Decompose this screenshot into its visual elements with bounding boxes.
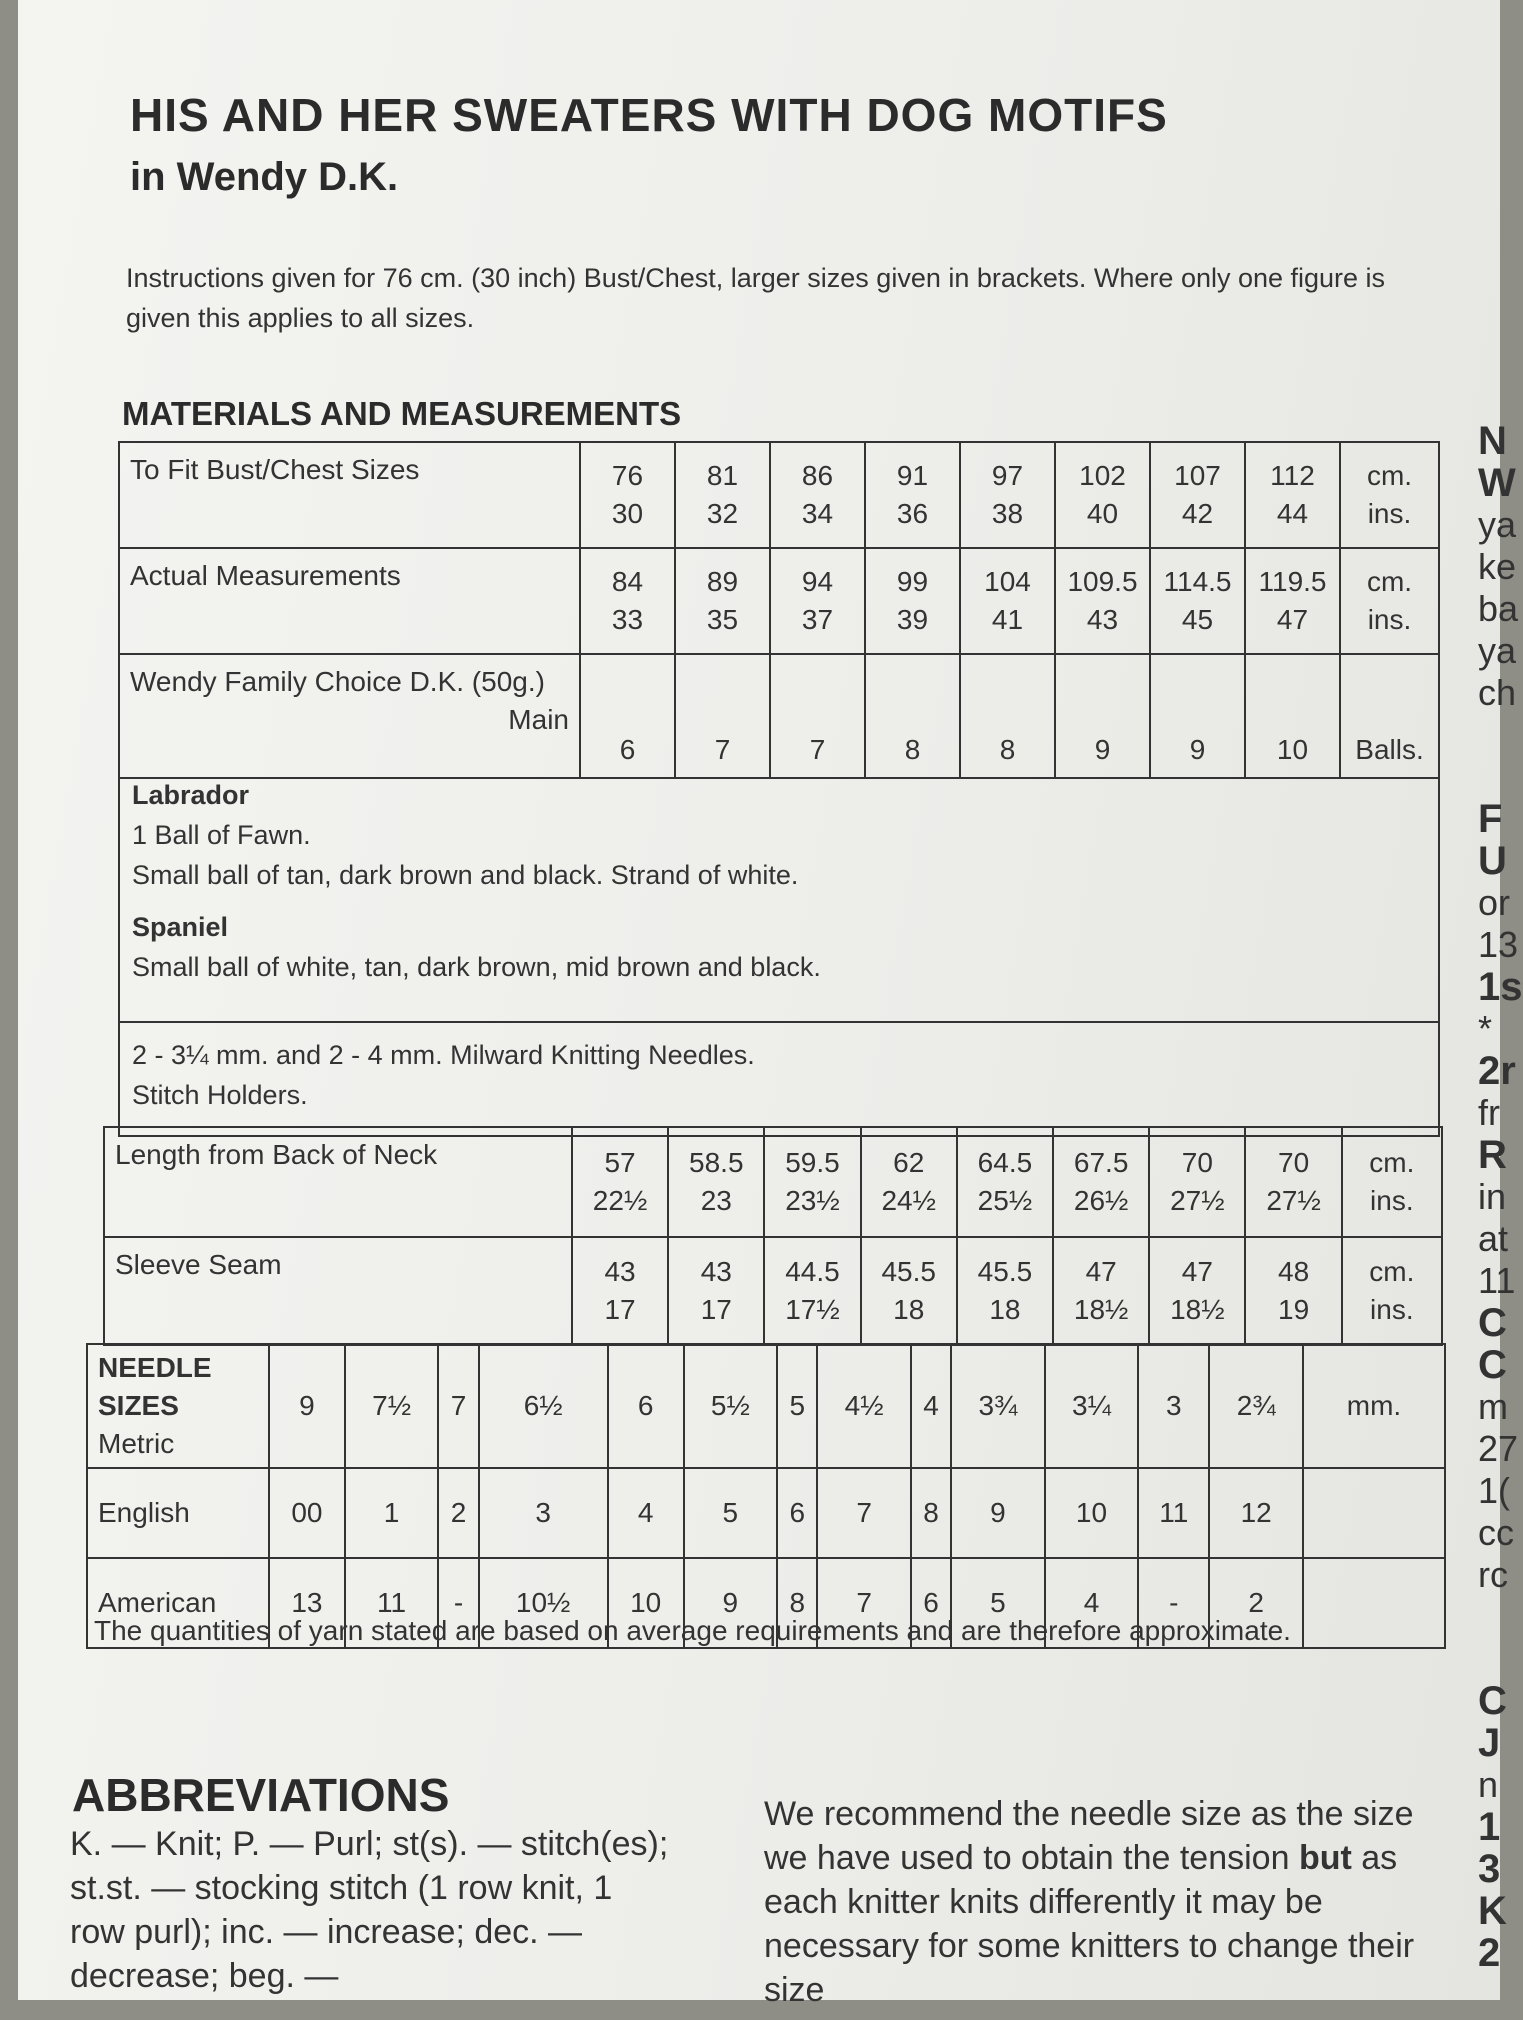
empty-cell [1303, 1468, 1445, 1558]
size-cell: 57 22½ [572, 1127, 668, 1237]
size-cell: 48 19 [1245, 1237, 1341, 1345]
edge-fragment [1478, 756, 1518, 798]
edge-fragment: ba [1478, 588, 1519, 629]
needle-cell: 6 [911, 1558, 951, 1648]
size-cell: 43 17 [572, 1237, 668, 1345]
size-cell: 76 30 [580, 442, 675, 548]
needles-block [118, 1021, 1440, 1137]
edge-fragment: ya [1478, 504, 1517, 545]
abbreviations-text: K. — Knit; P. — Purl; st(s). — stitch(es); st.st. — stocking stitch (1 row knit, 1 row purl); inc. — increase; dec. — decrease; beg. — [70, 1825, 669, 1995]
size-cell: 114.5 45 [1150, 548, 1245, 654]
edge-fragment: 11 [1478, 1260, 1516, 1301]
size-cell: 67.5 26½ [1053, 1127, 1149, 1237]
size-cell: 84 33 [580, 548, 675, 654]
size-cell: 81 32 [675, 442, 770, 548]
pattern-title: HIS AND HER SWEATERS WITH DOG MOTIFS [130, 89, 1168, 141]
length-sleeve-table [103, 1126, 1443, 1346]
next-column-fragment [1478, 419, 1523, 2020]
size-cell: 70 27½ [1149, 1127, 1245, 1237]
pattern-subtitle: in Wendy D.K. [130, 155, 399, 199]
unit-cell: cm. ins. [1342, 1237, 1442, 1345]
needle-cell: 5½ [684, 1344, 778, 1468]
size-cell: 86 34 [770, 442, 865, 548]
edge-fragment: fr [1478, 1092, 1500, 1133]
size-cell: 64.5 25½ [957, 1127, 1053, 1237]
fit-sizes-label: To Fit Bust/Chest Sizes [119, 442, 580, 548]
balls-unit-cell: Balls. [1340, 654, 1439, 778]
edge-fragment: 1( [1478, 1470, 1511, 1511]
edge-fragment: * [1478, 1008, 1493, 1049]
balls-cell: 7 [675, 654, 770, 778]
edge-fragment: in [1478, 1176, 1507, 1217]
actual-measurements-row [119, 548, 1439, 654]
needle-cell: 13 [269, 1558, 345, 1648]
edge-fragment: n [1478, 1764, 1499, 1805]
edge-fragment: 13 [1478, 924, 1519, 965]
materials-heading: MATERIALS AND MEASUREMENTS [122, 395, 682, 432]
needle-cell: 2 [1209, 1558, 1303, 1648]
stitch-holders-line: Stitch Holders. [132, 1080, 308, 1110]
needle-sizes-title: NEEDLE SIZES [98, 1352, 212, 1421]
size-cell: 43 17 [668, 1237, 764, 1345]
needle-cell: 6 [777, 1468, 817, 1558]
length-label: Length from Back of Neck [104, 1127, 572, 1237]
size-cell: 45.5 18 [861, 1237, 957, 1345]
needle-cell: 9 [269, 1344, 345, 1468]
edge-fragment: W [1478, 461, 1516, 505]
edge-fragment: F [1478, 797, 1503, 841]
metric-label-cell [87, 1344, 269, 1468]
unit-cell: cm. ins. [1340, 548, 1439, 654]
needle-cell: 5 [684, 1468, 778, 1558]
metric-row [87, 1344, 1445, 1468]
metric-label: Metric [98, 1428, 175, 1459]
needle-cell: 7½ [345, 1344, 439, 1468]
edge-fragment: cc [1478, 1512, 1514, 1553]
needle-cell: 4 [1045, 1558, 1139, 1648]
needle-cell: 3¾ [951, 1344, 1045, 1468]
edge-fragment [1478, 1596, 1518, 1638]
unit-cell: cm. ins. [1340, 442, 1439, 548]
edge-fragment: ya [1478, 630, 1517, 671]
needle-cell: 7 [438, 1344, 478, 1468]
edge-fragment: 27 [1478, 1428, 1519, 1469]
size-cell: 91 36 [865, 442, 960, 548]
edge-fragment: m [1478, 1386, 1508, 1427]
size-cell: 47 18½ [1149, 1237, 1245, 1345]
size-cell: 89 35 [675, 548, 770, 654]
needle-cell: 10½ [479, 1558, 608, 1648]
needles-line: 2 - 3¼ mm. and 2 - 4 mm. Milward Knitting Needles. [132, 1040, 755, 1070]
labrador-heading: Labrador [132, 780, 250, 810]
labrador-line: 1 Ball of Fawn. [132, 820, 311, 850]
needle-cell: 4 [608, 1468, 684, 1558]
edge-fragment: C [1478, 1343, 1507, 1387]
edge-fragment: N [1478, 419, 1507, 463]
needle-cell: 12 [1209, 1468, 1303, 1558]
needle-cell: 3¼ [1045, 1344, 1139, 1468]
dog-motif-yarns [118, 763, 1440, 1023]
yarn-balls-row [119, 654, 1439, 778]
needle-cell: 5 [951, 1558, 1045, 1648]
needle-cell: - [438, 1558, 478, 1648]
needle-cell: 3 [1138, 1344, 1209, 1468]
metric-unit-cell: mm. [1303, 1344, 1445, 1468]
needle-cell: 11 [345, 1558, 439, 1648]
yarn-quantity-note: The quantities of yarn stated are based on average requirements and are therefore approximate. [94, 1615, 1291, 1646]
needle-cell: 10 [608, 1558, 684, 1648]
balls-cell: 8 [865, 654, 960, 778]
size-cell: 102 40 [1055, 442, 1150, 548]
edge-fragment: U [1478, 839, 1507, 883]
spaniel-line: Small ball of white, tan, dark brown, mid brown and black. [132, 952, 821, 982]
balls-cell: 9 [1150, 654, 1245, 778]
size-cell: 70 27½ [1245, 1127, 1341, 1237]
sleeve-label: Sleeve Seam [104, 1237, 572, 1345]
needle-cell: 2¾ [1209, 1344, 1303, 1468]
balls-cell: 8 [960, 654, 1055, 778]
edge-fragment: J [1478, 1721, 1501, 1765]
edge-fragment [1478, 1638, 1518, 1680]
edge-fragment: rc [1478, 1554, 1508, 1595]
actual-measurements-label: Actual Measurements [119, 548, 580, 654]
sleeve-row [104, 1237, 1442, 1345]
needle-cell: 4½ [817, 1344, 911, 1468]
edge-fragment: or [1478, 882, 1511, 923]
needle-cell: 6½ [479, 1344, 608, 1468]
english-row [87, 1468, 1445, 1558]
needle-cell: 5 [777, 1344, 817, 1468]
needle-sizes-table [86, 1343, 1446, 1649]
size-cell: 119.5 47 [1245, 548, 1340, 654]
balls-cell: 10 [1245, 654, 1340, 778]
fit-sizes-row [119, 442, 1439, 548]
needle-cell: 9 [684, 1558, 778, 1648]
needle-cell: 9 [951, 1468, 1045, 1558]
needle-cell: 10 [1045, 1468, 1139, 1558]
size-cell: 59.5 23½ [764, 1127, 860, 1237]
size-cell: 99 39 [865, 548, 960, 654]
edge-fragment: 2 [1478, 1931, 1501, 1975]
edge-fragment: C [1478, 1679, 1507, 1723]
size-cell: 104 41 [960, 548, 1055, 654]
edge-fragment: 1s [1478, 965, 1523, 1009]
needle-cell: 8 [777, 1558, 817, 1648]
edge-fragment: K [1478, 1889, 1507, 1933]
needle-cell: 4 [911, 1344, 951, 1468]
length-row [104, 1127, 1442, 1237]
balls-cell: 6 [580, 654, 675, 778]
needle-cell: 7 [817, 1558, 911, 1648]
size-cell: 62 24½ [861, 1127, 957, 1237]
size-cell: 109.5 43 [1055, 548, 1150, 654]
balls-cell: 9 [1055, 654, 1150, 778]
yarn-label: Wendy Family Choice D.K. (50g.) Main [119, 654, 580, 778]
edge-fragment: ke [1478, 546, 1517, 587]
size-cell: 47 18½ [1053, 1237, 1149, 1345]
edge-fragment [1478, 714, 1518, 756]
size-cell: 94 37 [770, 548, 865, 654]
edge-fragment: at [1478, 1218, 1509, 1259]
needle-cell: 2 [438, 1468, 478, 1558]
abbreviations-heading: ABBREVIATIONS [72, 1769, 450, 1821]
needle-recommendation-text: We recommend the needle size as the size we have used to obtain the tension but as each knitter knits differently it may be necessary for some knitters to change their size [764, 1795, 1415, 2009]
needle-cell: 11 [1138, 1468, 1209, 1558]
size-cell: 112 44 [1245, 442, 1340, 548]
balls-cell: 7 [770, 654, 865, 778]
needle-cell: 00 [269, 1468, 345, 1558]
edge-fragment: 3 [1478, 1847, 1501, 1891]
measurements-table [118, 441, 1440, 779]
size-cell: 58.5 23 [668, 1127, 764, 1237]
needle-cell: - [1138, 1558, 1209, 1648]
needle-cell: 1 [345, 1468, 439, 1558]
labrador-line: Small ball of tan, dark brown and black. Strand of white. [132, 860, 799, 890]
size-cell: 45.5 18 [957, 1237, 1053, 1345]
size-cell: 107 42 [1150, 442, 1245, 548]
edge-fragment: C [1478, 1301, 1507, 1345]
spaniel-heading: Spaniel [132, 912, 229, 942]
edge-fragment: ch [1478, 672, 1517, 713]
edge-fragment: 2r [1478, 1049, 1516, 1093]
edge-fragment: R [1478, 1133, 1507, 1177]
needle-cell: 8 [911, 1468, 951, 1558]
american-label: American [87, 1558, 269, 1648]
needle-cell: 7 [817, 1468, 911, 1558]
size-cell: 44.5 17½ [764, 1237, 860, 1345]
intro-paragraph: Instructions given for 76 cm. (30 inch) Bust/Chest, larger sizes given in brackets. Where only one figure is given this applies to all sizes. [126, 263, 1386, 333]
edge-fragment: 1 [1478, 1805, 1501, 1849]
needle-cell: 6 [608, 1344, 684, 1468]
size-cell: 97 38 [960, 442, 1055, 548]
english-label: English [87, 1468, 269, 1558]
unit-cell: cm. ins. [1342, 1127, 1442, 1237]
document-page [18, 0, 1523, 2009]
needle-cell: 3 [479, 1468, 608, 1558]
